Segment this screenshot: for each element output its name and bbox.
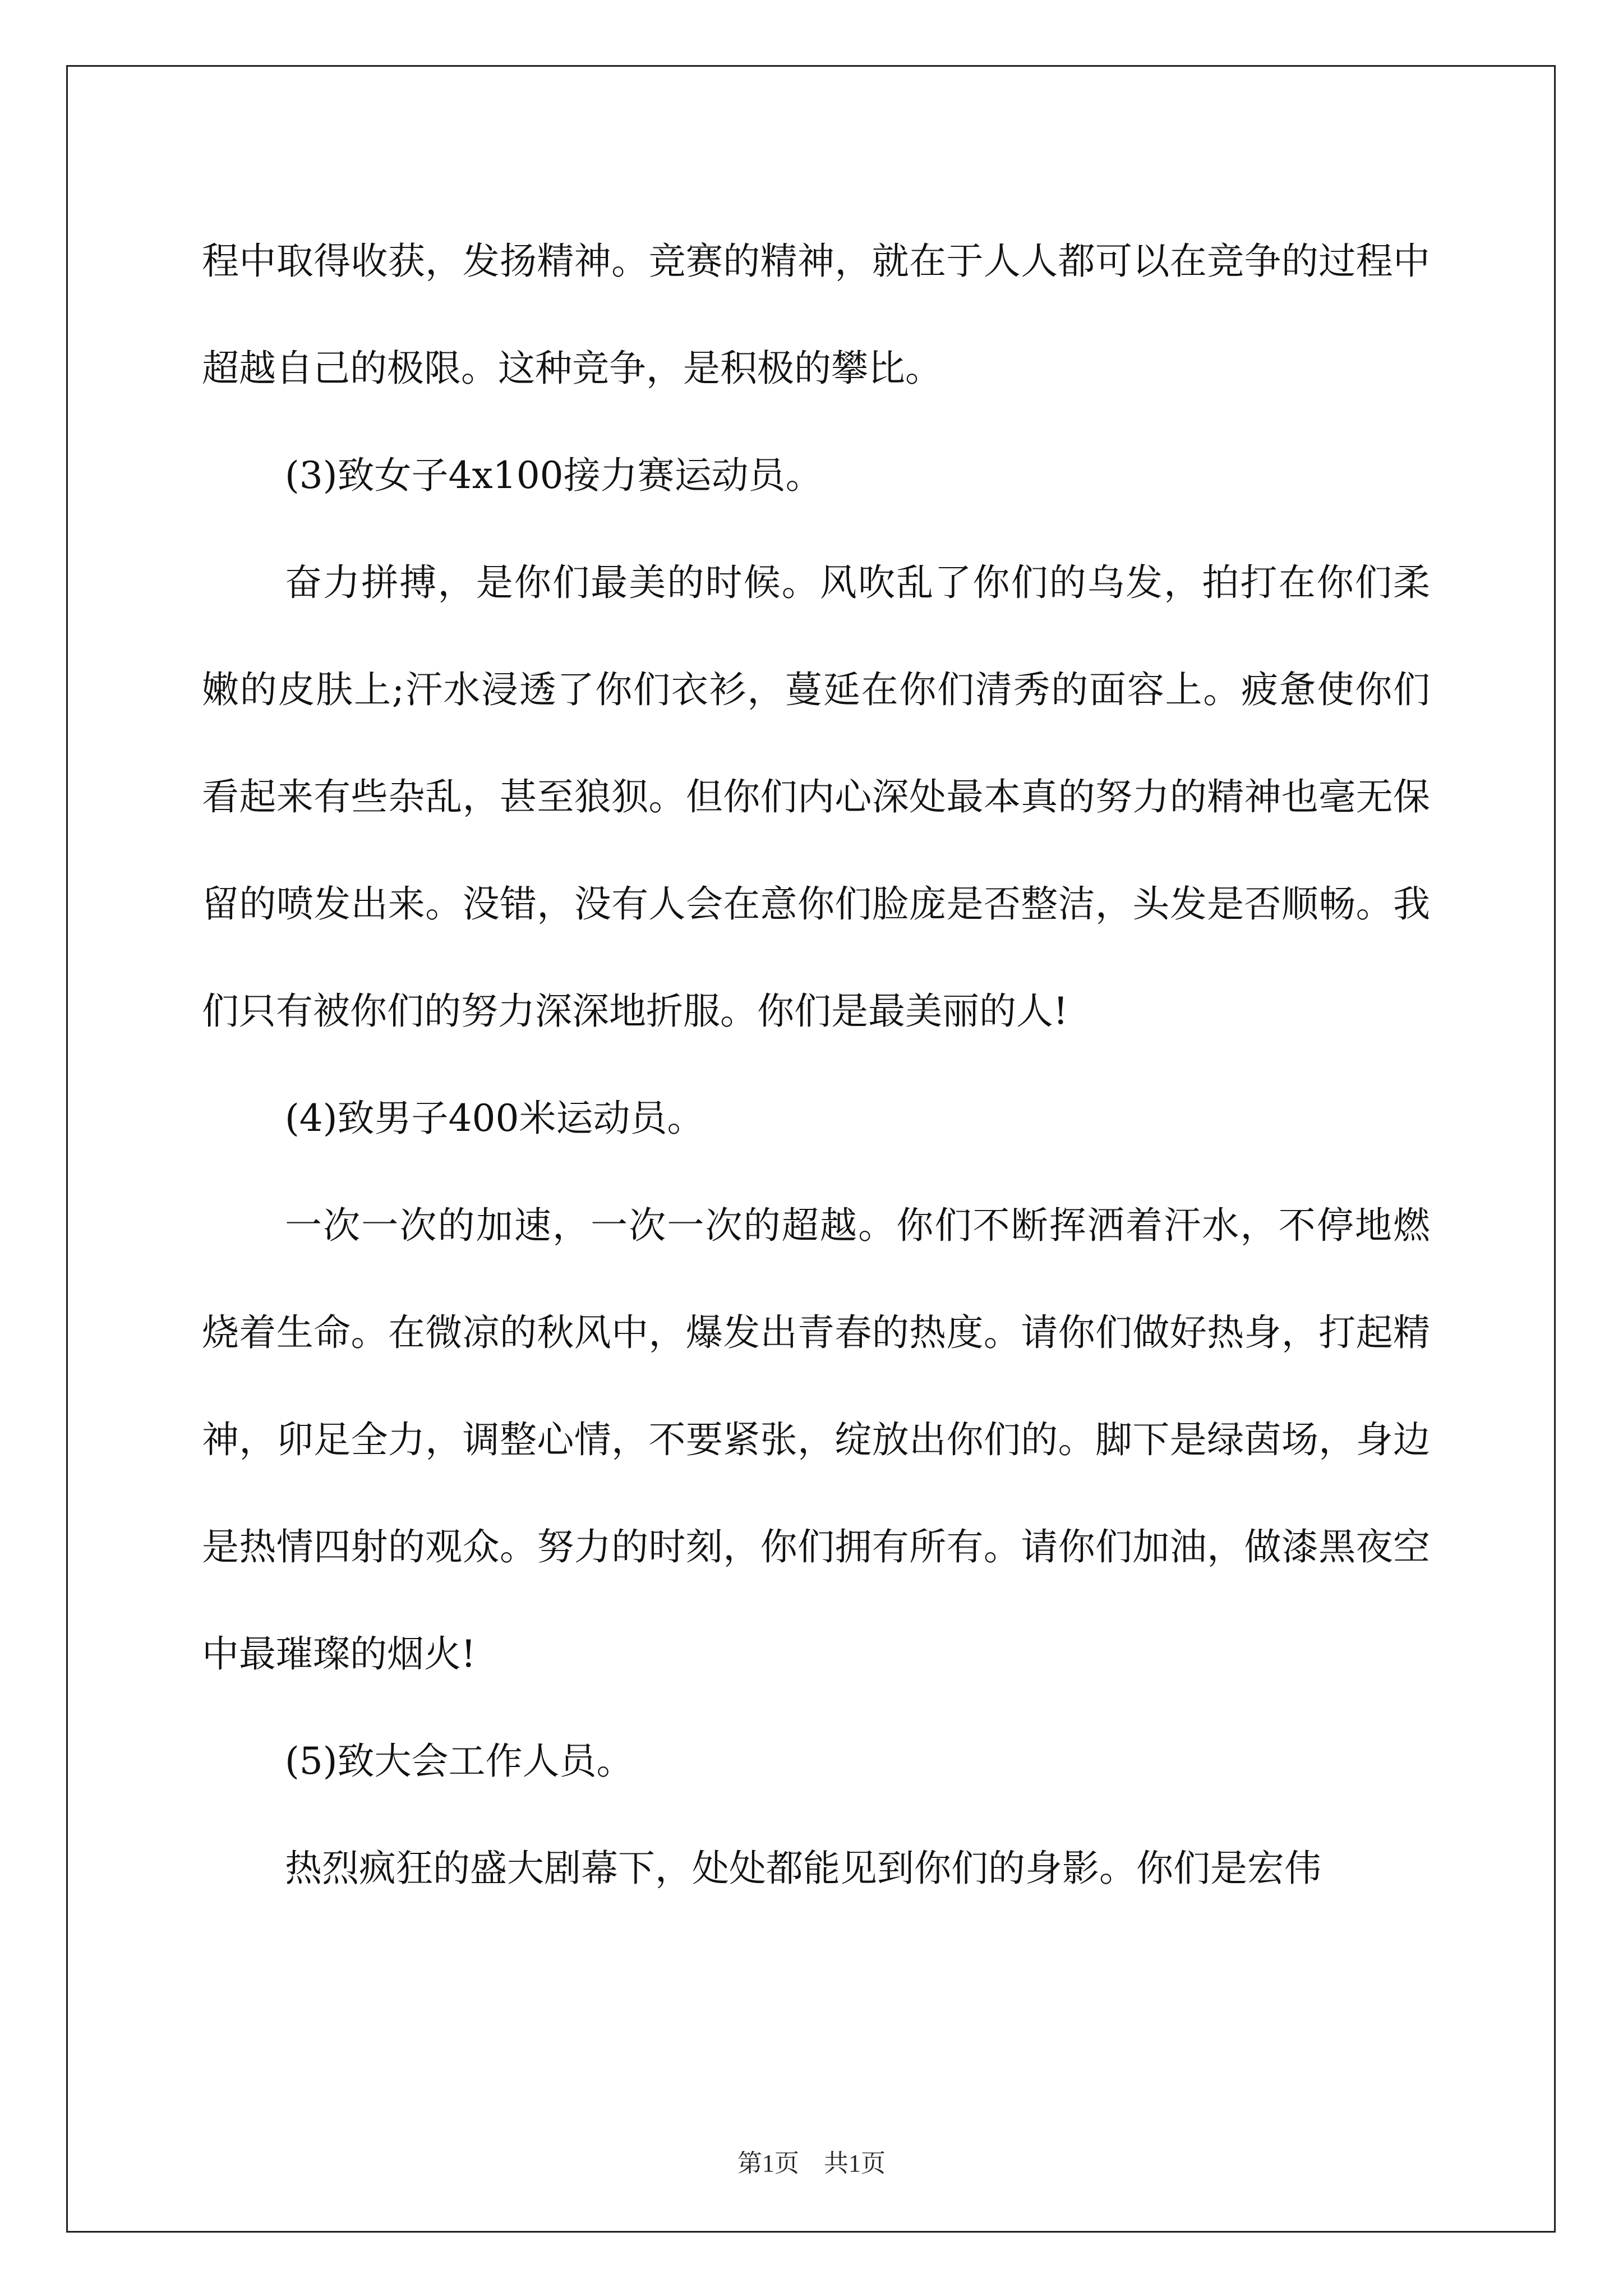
paragraph-relay-message: 奋力拼搏，是你们最美的时候。风吹乱了你们的乌发，拍打在你们柔嫩的皮肤上;汗水浸透了你们衣衫，蔓延在你们清秀的面容上。疲惫使你们看起来有些杂乱，甚至狼狈。但你们内心深处最本真的努力的精神也毫无保留的喷发出来。没错，没有人会在意你们脸庞是否整洁，头发是否顺畅。我们只有被你们的努力深深地折服。你们是最美丽的人! [202, 561, 1430, 1033]
paragraph-staff-message: 热烈疯狂的盛大剧幕下，处处都能见到你们的身影。你们是宏伟 [285, 1847, 1321, 1890]
page-number-footer: 第1页 共1页 [737, 2150, 886, 2177]
heading-staff: (5)致大会工作人员。 [285, 1740, 634, 1783]
paragraph-continuation: 程中取得收获，发扬精神。竞赛的精神，就在于人人都可以在竞争的过程中超越自己的极限。这种竞争，是积极的攀比。 [202, 240, 1430, 390]
paragraph-400m-message: 一次一次的加速，一次一次的超越。你们不断挥洒着汗水，不停地燃烧着生命。在微凉的秋风中，爆发出青春的热度。请你们做好热身，打起精神，卯足全力，调整心情，不要紧张，绽放出你们的。脚下是绿茵场，身边是热情四射的观众。努力的时刻，你们拥有所有。请你们加油，做漆黑夜空中最璀璨的烟火! [202, 1204, 1430, 1676]
heading-relay-runners: (3)致女子4x100接力赛运动员。 [285, 454, 823, 497]
heading-400m-runners: (4)致男子400米运动员。 [285, 1097, 704, 1140]
document-body [202, 208, 1430, 1922]
